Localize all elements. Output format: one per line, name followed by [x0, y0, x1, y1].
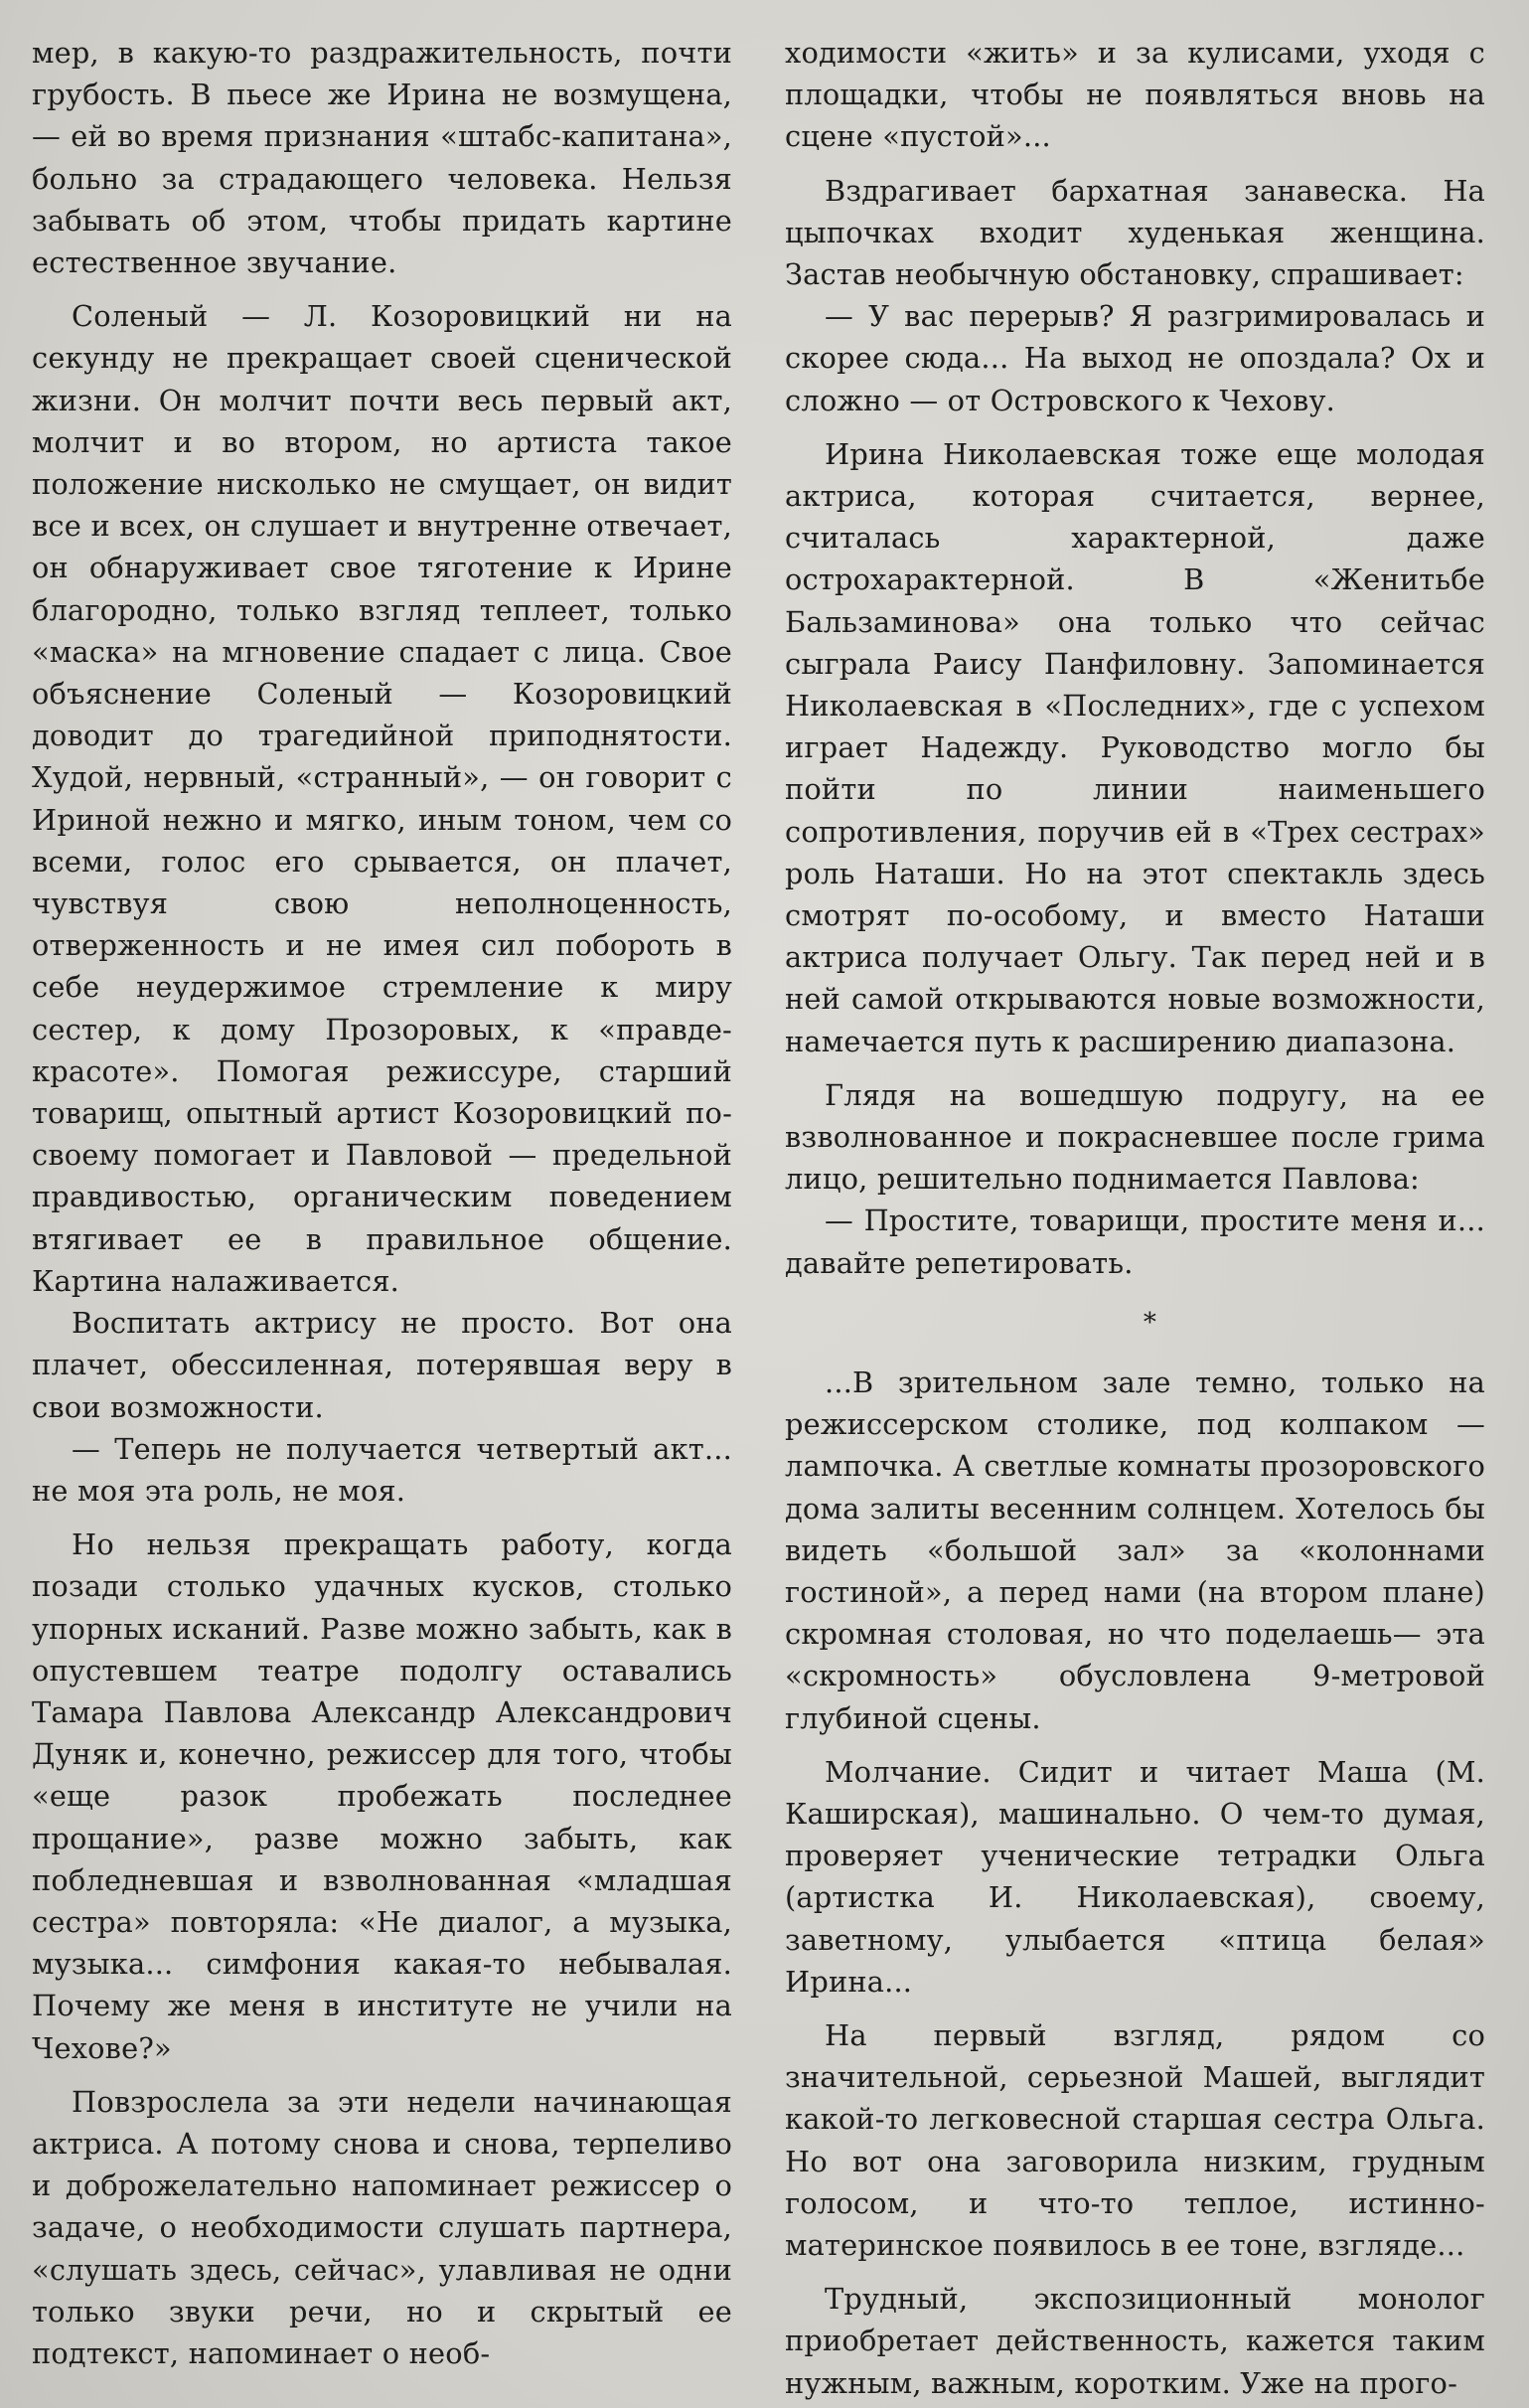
paragraph: ходимости «жить» и за кулисами, уходя с площадки, чтобы не появляться вновь на сцене «пустой»... — [785, 36, 1485, 154]
paragraph: Воспитать актрису не просто. Вот она плачет, обессиленная, потерявшая веру в свои возможности. — [32, 1306, 732, 1424]
right-column — [785, 32, 1485, 2404]
paragraph: Вздрагивает бархатная занавеска. На цыпочках входит худенькая женщина. Застав необычную обстановку, спрашивает: — [785, 173, 1485, 292]
paragraph: Молчание. Сидит и читает Маша (М. Каширская), машинально. О чем-то думая, проверяет ученические тетрадки Ольга (артистка И. Николаевская), своему, заветному, улыбается «птица белая» Ирина... — [785, 1754, 1485, 1999]
paragraph: Соленый — Л. Козоровицкий ни на секунду не прекращает своей сценической жизни. Он молчит почти весь первый акт, молчит и во втором, но артиста такое положение нисколько не смущает, он видит все и всех, он слушает и внутренне отвечает, он обнаруживает свое тяготение к Ирине благородно, только взгляд теплеет, только «маска» на мгновение спадает с лица. Свое объяснение Соленый — Козоровицкий доводит до трагедийной приподнятости. Худой, нервный, «странный», — он говорит с Ириной нежно и мягко, иным тоном, чем со всеми, голос его срывается, он плачет, чувствуя свою неполноценность, отверженность и не имея сил побороть в себе неудержимое стремление к миру сестер, к дому Прозоровых, к «правде-красоте». Помогая режиссуре, старший товарищ, опытный артист Козоровицкий по-своему помогает и Павловой — предельной правдивостью, органическим поведением втягивает ее в правильное общение. Картина налаживается. — [32, 299, 732, 1298]
paragraph: Повзрослела за эти недели начинающая актриса. А потому снова и снова, терпеливо и доброжелательно напоминает режиссер о задаче, о необходимости слушать партнера, «слушать здесь, сейчас», улавливая не одни только звуки речи, но и скрытый ее подтекст, напоминает о необ- — [32, 2084, 732, 2370]
paragraph: мер, в какую-то раздражительность, почти грубость. В пьесе же Ирина не возмущена, — ей во время признания «штабс-капитана», больно за страдающего человека. Нельзя забывать об этом, чтобы придать картине естественное звучание. — [32, 36, 732, 280]
paragraph: — Теперь не получается четвертый акт... не моя эта роль, не моя. — [32, 1431, 732, 1508]
left-column — [32, 32, 732, 2374]
paragraph: Ирина Николаевская тоже еще молодая актриса, которая считается, вернее, считалась характерной, даже острохарактерной. В «Женитьбе Бальзаминова» она только что сейчас сыграла Раису Панфиловну. Запоминается Николаевская в «Последних», где с успехом играет Надежду. Руководство могло бы пойти по линии наименьшего сопротивления, поручив ей в «Трех сестрах» роль Наташи. Но на этот спектакль здесь смотрят по-особому, и вместо Наташи актриса получает Ольгу. Так перед ней и в ней самой открываются новые возможности, намечается путь к расширению диапазона. — [785, 436, 1485, 1058]
paragraph: — У вас перерыв? Я разгримировалась и скорее сюда... На выход не опоздала? Ох и сложно — от Островского к Чехову. — [785, 299, 1485, 417]
section-separator-mark: * — [1143, 1307, 1157, 1338]
paragraph: Трудный, экспозиционный монолог приобретает действенность, кажется таким нужным, важным, коротким. Уже на прого- — [785, 2282, 1485, 2400]
paragraph: Глядя на вошедшую подругу, на ее взволнованное и покрасневшее после грима лицо, решительно поднимается Павлова: — [785, 1077, 1485, 1197]
paragraph: На первый взгляд, рядом со значительной, серьезной Машей, выглядит какой-то легковесной старшая сестра Ольга. Но вот она заговорила низким, грудным голосом, и что-то теплое, истинно-материнское появилось в ее тоне, взгляде... — [785, 2017, 1485, 2262]
paragraph: ...В зрительном зале темно, только на режиссерском столике, под колпаком — лампочка. А светлые комнаты прозоровского дома залиты весенним солнцем. Хотелось бы видеть «большой зал» за «колоннами гостиной», а перед нами (на втором плане) скромная столовая, но что поделаешь— эта «скромность» обусловлена 9-метровой глубиной сцены. — [785, 1365, 1485, 1735]
paragraph: Но нельзя прекращать работу, когда позади столько удачных кусков, столько упорных исканий. Разве можно забыть, как в опустевшем театре подолгу оставались Тамара Павлова Александр Александрович Дуняк и, конечно, режиссер для того, чтобы «еще разок пробежать последнее прощание», разве можно забыть, как побледневшая и взволнованная «младшая сестра» повторяла: «Не диалог, а музыка, музыка... симфония какая-то небывалая. Почему же меня в институте не учили на Чехове?» — [32, 1527, 732, 2065]
paragraph: — Простите, товарищи, простите меня и... давайте репетировать. — [785, 1204, 1485, 1280]
